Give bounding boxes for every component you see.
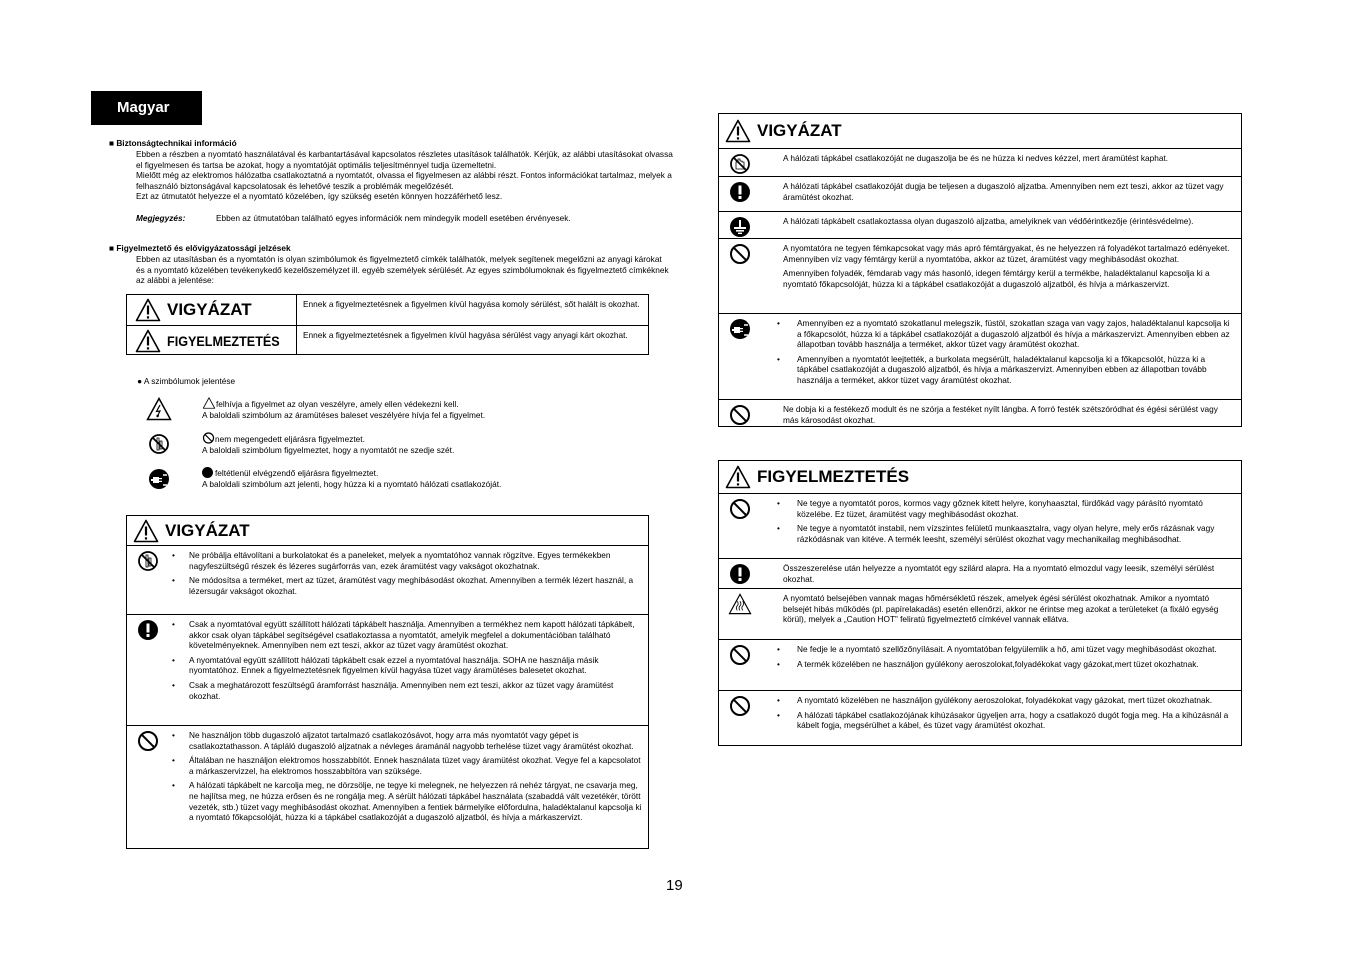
list-item: • Ne fedje le a nyomtató szellőzőnyílásait. A nyomtatóban felgyülemlik a hő, ami tüzet vagy meghibásodást okozhat. xyxy=(761,644,1235,655)
list-item: • Ne használjon több dugaszoló aljzatot tartalmazó csatlakozósávot, hogy arra más nyomtatót vagy gépet is csatlakoztathasson. A tápláló dugaszoló aljzatnak a névleges áramánál nagyobb terhelése tüzet vagy áramütést okozhat. xyxy=(169,730,642,751)
list-item: • A nyomtatóval együtt szállított hálózati tápkábelt csak ezzel a nyomtatóval használja. SOHA ne használja másik nyomtatóhoz. Ennek a figyelmeztetésnek figyelmen kívül hagyása tüzet vagy áramütéses balesetet okozhat. xyxy=(169,655,642,676)
note-text: Ebben az útmutatóban található egyes információk nem mindegyik modell esetében érvényesek. xyxy=(216,213,571,223)
prohibition-icon xyxy=(729,498,751,520)
legend-caution-label: FIGYELMEZTETÉS xyxy=(167,332,280,349)
legend-warning-label: VIGYÁZAT xyxy=(167,300,252,319)
left-warning-header xyxy=(127,516,648,546)
right-caution-row-4 xyxy=(719,640,1241,691)
right-caution-header xyxy=(719,461,1241,494)
small-prohibit-icon xyxy=(202,432,215,444)
small-triangle-icon xyxy=(202,397,216,409)
right-caution-row-2 xyxy=(719,559,1241,589)
right-warning-title: VIGYÁZAT xyxy=(757,121,842,140)
list-item: • Ne módosítsa a terméket, mert az tüzet, áramütést vagy meghibásodást okozhat. Amennyiben a termék lézert használ, a lézersugár vakságot okozhat. xyxy=(169,575,642,596)
right-warning-row-1 xyxy=(719,149,1241,177)
left-warning-box xyxy=(126,515,649,849)
warning-triangle-icon xyxy=(135,298,161,322)
left-warning-title: VIGYÁZAT xyxy=(165,520,250,540)
safety-info-paragraph-1: Ebben a részben a nyomtató használatával és karbantartásával kapcsolatos részletes utasítások találhatók. Kérjük, az alábbi utasításokat olvassa el figyelmesen és tartsa be azokat, hogy a nyomtatóját optimális teljesítménnyel tudja üzemeltetni. xyxy=(136,149,673,170)
caution-triangle-icon xyxy=(725,465,751,489)
legend-row-caution xyxy=(127,326,648,355)
list-item: • Amennyiben ez a nyomtató szokatlanul melegszik, füstöl, szokatlan szaga van vagy zajos, haladéktalanul kapcsolja ki a főkapcsolót, húzza ki a tápkábel csatlakozóját a dugaszoló aljzatból és hívja a márkaszervizt. Amennyiben ebben az állapotban tovább használja a terméket, akkor tüzet vagy áramütést okozhat. xyxy=(761,318,1235,350)
safety-info-body-2: Mielőtt még az elektromos hálózatba csatlakoztatná a nyomtatót, olvassa el figyelmesen az alábbi részt. Fontos információkat tartalmaz, melyek a felhasználó biztonságával kapcsolatosak és lehetővé teszik a problémák megelőzését. xyxy=(136,170,672,191)
mandatory-action-icon xyxy=(729,563,751,585)
row-text: A hálózati tápkábelt csatlakoztassa olyan dugaszoló aljzatba, amelyiknek van védőérintkezője (érintésvédelme). xyxy=(783,216,1194,226)
page-number: 19 xyxy=(666,877,683,894)
ground-connection-icon xyxy=(729,216,751,238)
right-warning-box xyxy=(718,113,1242,427)
caution-triangle-icon xyxy=(135,329,161,353)
prohibition-icon xyxy=(729,404,751,426)
list-item: • Ne próbálja eltávolítani a burkolatokat és a paneleket, melyek a nyomtatóhoz vannak rögzítve. Egyes termékekben nagyfeszültségű részek és lézeres sugárforrás van, ezek áramütést vagy vakságot okozhatnak. xyxy=(169,550,642,571)
note-label: Megjegyzés: xyxy=(136,213,186,223)
symbol-meaning-2 xyxy=(202,432,454,455)
language-tab: Magyar xyxy=(91,91,202,125)
legend-table xyxy=(126,294,649,355)
row-text: A nyomtatóra ne tegyen fémkapcsokat vagy más apró fémtárgyakat, és ne helyezzen rá folyadékot tartalmazó edényeket. Amennyiben víz vagy fémtárgy kerül a nyomtatóba, akkor az tüzet, áramütést vagy meghibásodást okozhat. xyxy=(783,243,1230,264)
left-warning-row-3 xyxy=(127,726,648,848)
symbol-meaning-3-line2: A baloldali szimbólum azt jelenti, hogy húzza ki a nyomtató hálózati csatlakozóját. xyxy=(202,478,502,489)
list-item: • A nyomtató közelében ne használjon gyúlékony aeroszolokat, folyadékokat vagy gázokat, mert tüzet okozhatnak. xyxy=(761,695,1235,706)
legend-caution-text: Ennek a figyelmeztetésnek a figyelmen kívül hagyása sérülést vagy anyagi kárt okozhat. xyxy=(303,330,628,340)
legend-warning-text: Ennek a figyelmeztetésnek a figyelmen kívül hagyása komoly sérülést, sőt halált is okozhat. xyxy=(303,299,640,309)
mandatory-action-icon xyxy=(137,619,159,641)
symbol-meaning-1-line1: felhívja a figyelmet az olyan veszélyre, amely ellen védekezni kell. xyxy=(216,399,459,409)
right-warning-row-2 xyxy=(719,177,1241,212)
left-warning-row-2 xyxy=(127,615,648,726)
legend-row-warning xyxy=(127,295,648,326)
symbol-meaning-heading: ● A szimbólumok jelentése xyxy=(137,376,236,386)
hot-surface-icon xyxy=(728,593,752,615)
list-item: • Amennyiben a nyomtatót leejtették, a burkolata megsérült, haladéktalanul kapcsolja ki a főkapcsolót, húzza ki a tápkábel csatlakozóját a dugaszoló aljzatból, és hívja a márkaszervizt. Amennyiben ebben az állapotban tovább használja a terméket, akkor tüzet vagy áramütést okozhat. xyxy=(761,354,1235,386)
symbols-body: Ebben az utasításban és a nyomtatón is olyan szimbólumok és figyelmeztető címkék találhatók, melyek segítenek megelőzni az anyagi károkat és a nyomtató közelében tevékenykedő kezelőszemélyzet ill. egyéb személyek sérülését. Az egyes szimbólumoknak és figyelmeztető címkéknek az alábbi a jelentése: xyxy=(136,254,669,286)
row-text: A hálózati tápkábel csatlakozóját ne dugaszolja be és ne húzza ki nedves kézzel, mert áramütést kaphat. xyxy=(783,153,1169,163)
left-warning-row-1 xyxy=(127,546,648,615)
symbol-meaning-2-line2: A baloldali szimbólum figyelmeztet, hogy a nyomtatót ne szedje szét. xyxy=(202,444,455,455)
no-wet-hands-icon xyxy=(729,153,751,175)
warning-triangle-icon xyxy=(133,519,159,543)
list-item: • A hálózati tápkábelt ne karcolja meg, ne dörzsölje, ne tegye ki melegnek, ne helyezzen rá nehéz tárgyat, ne csavarja meg, ne hajlítsa meg, ne húzza erősen és ne rongálja meg. A sérült hálózati tápkábel használata (szabaddá vált vezetékér, törött vezeték, stb.) tüzet vagy meghibásodást okozhat. Amennyiben a fentiek bármelyike előfordulna, haladéktalanul kapcsolja ki a nyomtató főkapcsolóját, húzza ki a tápkábel csatlakozóját a dugaszoló aljzatból, és hívja a márkaszervizt. xyxy=(169,780,642,822)
prohibition-icon xyxy=(729,644,751,666)
right-warning-row-6 xyxy=(719,400,1241,426)
small-filled-circle-icon xyxy=(202,467,213,478)
symbols-heading: ■ Figyelmeztető és elővigyázatossági jelzések xyxy=(109,243,291,253)
mandatory-action-icon xyxy=(729,181,751,203)
row-text: Amennyiben folyadék, fémdarab vagy más hasonló, idegen fémtárgy kerül a termékbe, haladéktalanul kapcsolja ki a nyomtató főkapcsolóját, húzza ki a tápkábel csatlakozóját a dugaszoló aljzatból, és hívja a márkaszervizt. xyxy=(783,268,1210,289)
symbol-meaning-2-line1: nem megengedett eljárásra figyelmeztet. xyxy=(215,434,365,444)
no-disassembly-icon xyxy=(137,550,159,572)
prohibition-icon xyxy=(729,243,751,265)
list-item: • Csak a meghatározott feszültségű áramforrást használja. Amennyiben nem ezt teszi, akkor az tüzet vagy áramütést okozhat. xyxy=(169,680,642,701)
row-text: A nyomtató belsejében vannak magas hőmérsékletű részek, amelyek égési sérülést okozhatnak. Amikor a nyomtató belsejét hibás működés (pl. papírelakadás) esetén ellenőrzi, akkor ne érintse meg azokat a területeket (a fixáló egység körül), melyek a „Caution HOT” feliratú figyelmeztető címkével vannak ellátva. xyxy=(783,593,1219,625)
unplug-icon xyxy=(148,468,170,490)
no-disassembly-icon xyxy=(148,433,170,455)
right-warning-header xyxy=(719,114,1241,149)
right-caution-title: FIGYELMEZTETÉS xyxy=(757,467,910,486)
unplug-icon xyxy=(729,318,751,340)
row-text: Ne dobja ki a festékező modult és ne szórja a festéket nyílt lángba. A forró festék szétszóródhat és égési sérülést vagy más károsodást okozhat. xyxy=(783,404,1218,425)
list-item: • Általában ne használjon elektromos hosszabbítót. Ennek használata tüzet vagy áramütést okozhat. Vegye fel a kapcsolatot a márkaszervizzel, ha elektromos hosszabbítóra van szüksége. xyxy=(169,755,642,776)
right-caution-row-1 xyxy=(719,494,1241,559)
safety-info-heading: ■ Biztonságtechnikai információ xyxy=(109,138,237,148)
symbol-meaning-3-line1: feltétlenül elvégzendő eljárásra figyelmeztet. xyxy=(215,468,379,478)
prohibition-icon xyxy=(137,730,159,752)
list-item: • Ne tegye a nyomtatót instabil, nem vízszintes felületű munkaasztalra, vagy olyan helyre, mely erős rázásnak vagy rázkódásnak van kitéve. A termék leesht, személyi sérülést okozhat vagy mechanikailag meghibásodhat. xyxy=(761,523,1235,544)
right-warning-row-3 xyxy=(719,212,1241,239)
shock-warning-icon xyxy=(146,397,172,421)
right-caution-row-5 xyxy=(719,691,1241,745)
safety-info-body xyxy=(136,149,676,170)
list-item: • A hálózati tápkábel csatlakozójának kihúzásakor ügyeljen arra, hogy a csatlakozó dugót fogja meg. Ha a kihúzásnál a kábelt fogja, megsérülhet a kábel, és tüzet vagy áramütést okozhat. xyxy=(761,710,1235,731)
list-item: • A termék közelében ne használjon gyúlékony aeroszolokat,folyadékokat vagy gázokat,mert tüzet okozhatnak. xyxy=(761,659,1235,670)
right-warning-row-4 xyxy=(719,239,1241,314)
prohibition-icon xyxy=(729,695,751,717)
symbol-meaning-3 xyxy=(202,467,501,489)
right-caution-row-3 xyxy=(719,589,1241,640)
symbol-meaning-1-line2: A baloldali szimbólum az áramütéses baleset veszélyére hívja fel a figyelmet. xyxy=(202,409,486,420)
right-warning-row-5 xyxy=(719,314,1241,400)
row-text: A hálózati tápkábel csatlakozóját dugja be teljesen a dugaszoló aljzatba. Amennyiben nem ezt teszi, akkor az tüzet vagy áramütést okozhat. xyxy=(783,181,1224,202)
list-item: • Ne tegye a nyomtatót poros, kormos vagy gőznek kitett helyre, konyhaasztal, fürdőkád vagy párásító nyomtató közelébe. Ez tüzet, áramütést vagy meghibásodást okozhat. xyxy=(761,498,1235,519)
right-caution-box xyxy=(718,460,1242,746)
warning-triangle-icon xyxy=(725,119,751,143)
symbol-meaning-1 xyxy=(202,397,485,420)
row-text: Összeszerelése után helyezze a nyomtatót egy szilárd alapra. Ha a nyomtató elmozdul vagy leesik, személyi sérülést okozhat. xyxy=(783,563,1215,584)
safety-info-body-3: Ezt az útmutatót helyezze el a nyomtató közelében, így szükség esetén könnyen hozzáférhető lesz. xyxy=(136,191,503,201)
list-item: • Csak a nyomtatóval együtt szállított hálózati tápkábelt használja. Amennyiben a termékhez nem kapott hálózati tápkábelt, akkor csak olyan tápkábel segítségével csatlakoztassa a nyomtatót, amelyik megfelel a dokumentációban található követelményeknek. Amennyiben nem ezt teszi, akkor az tüzet vagy áramütést okozhat. xyxy=(169,619,642,651)
